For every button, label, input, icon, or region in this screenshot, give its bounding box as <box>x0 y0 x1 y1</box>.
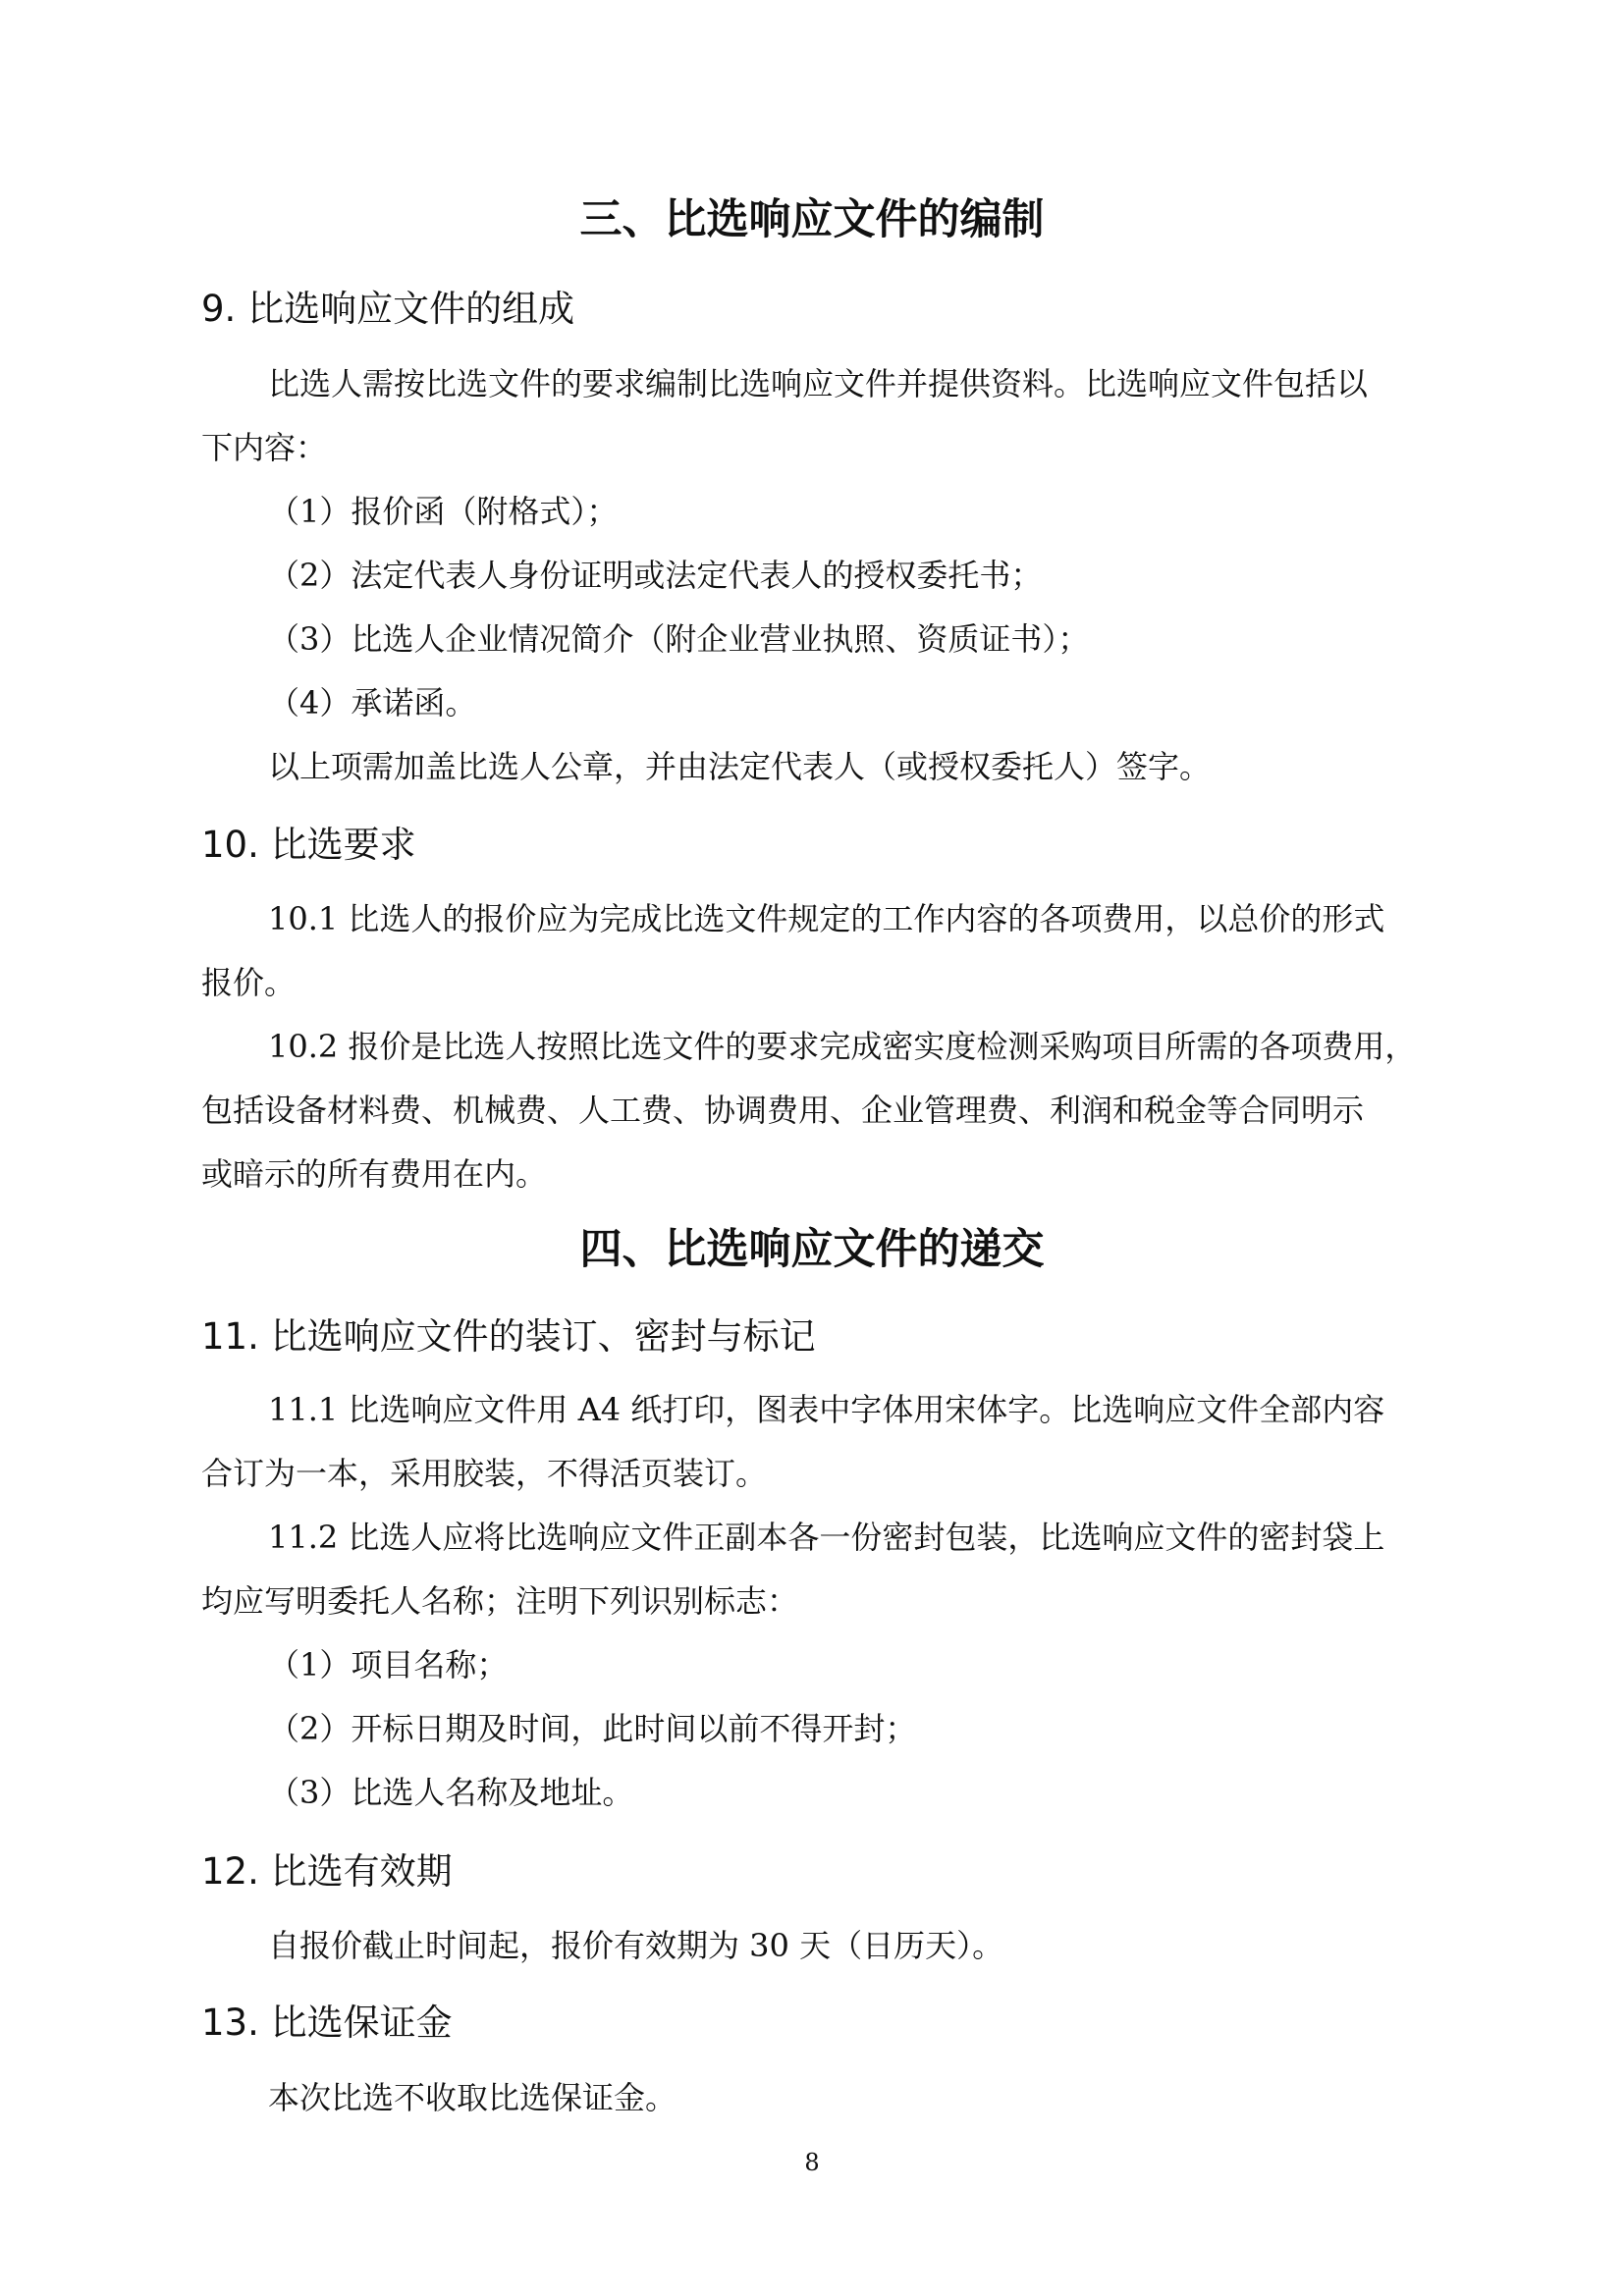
heading-10: 10. 比选要求 <box>201 824 416 866</box>
section-title-4: 四、比选响应文件的递交 <box>579 1225 1045 1274</box>
paragraph-line: 自报价截止时间起，报价有效期为 30 天（日历天）。 <box>268 1927 1004 1964</box>
paragraph-line: 下内容： <box>201 429 328 466</box>
heading-13: 13. 比选保证金 <box>201 2002 453 2044</box>
paragraph-line: 包括设备材料费、机械费、人工费、协调费用、企业管理费、利润和税金等合同明示 <box>201 1092 1365 1129</box>
paragraph-line: 合订为一本，采用胶装，不得活页装订。 <box>201 1455 768 1492</box>
list-item: （1）项目名称； <box>268 1646 509 1683</box>
paragraph-line: 报价。 <box>201 964 297 1001</box>
paragraph-line: 比选人需按比选文件的要求编制比选响应文件并提供资料。比选响应文件包括以 <box>268 365 1369 402</box>
heading-12: 12. 比选有效期 <box>201 1850 453 1893</box>
paragraph-line: 或暗示的所有费用在内。 <box>201 1155 548 1193</box>
section-title-3: 三、比选响应文件的编制 <box>579 195 1045 244</box>
paragraph-line: 10.2 报价是比选人按照比选文件的要求完成密实度检测采购项目所需的各项费用， <box>268 1028 1417 1065</box>
paragraph-line: 10.1 比选人的报价应为完成比选文件规定的工作内容的各项费用，以总价的形式 <box>268 900 1385 937</box>
paragraph-line: 11.2 比选人应将比选响应文件正副本各一份密封包装，比选响应文件的密封袋上 <box>268 1519 1385 1556</box>
paragraph-line: 均应写明委托人名称；注明下列识别标志： <box>201 1582 799 1620</box>
list-item: （2）开标日期及时间，此时间以前不得开封； <box>268 1710 917 1747</box>
list-item: （4）承诺函。 <box>268 684 477 721</box>
paragraph-line: 本次比选不收取比选保证金。 <box>268 2079 677 2116</box>
list-item: （3）比选人名称及地址。 <box>268 1774 634 1811</box>
heading-9: 9. 比选响应文件的组成 <box>201 288 575 330</box>
paragraph-line: 11.1 比选响应文件用 A4 纸打印，图表中字体用宋体字。比选响应文件全部内容 <box>268 1391 1385 1428</box>
list-item: （2）法定代表人身份证明或法定代表人的授权委托书； <box>268 557 1043 594</box>
list-item: （1）报价函（附格式）； <box>268 493 619 530</box>
heading-11: 11. 比选响应文件的装订、密封与标记 <box>201 1315 816 1358</box>
page-number: 8 <box>804 2149 820 2176</box>
list-item: （3）比选人企业情况简介（附企业营业执照、资质证书）； <box>268 620 1090 658</box>
paragraph-line: 以上项需加盖比选人公章，并由法定代表人（或授权委托人）签字。 <box>268 748 1212 785</box>
